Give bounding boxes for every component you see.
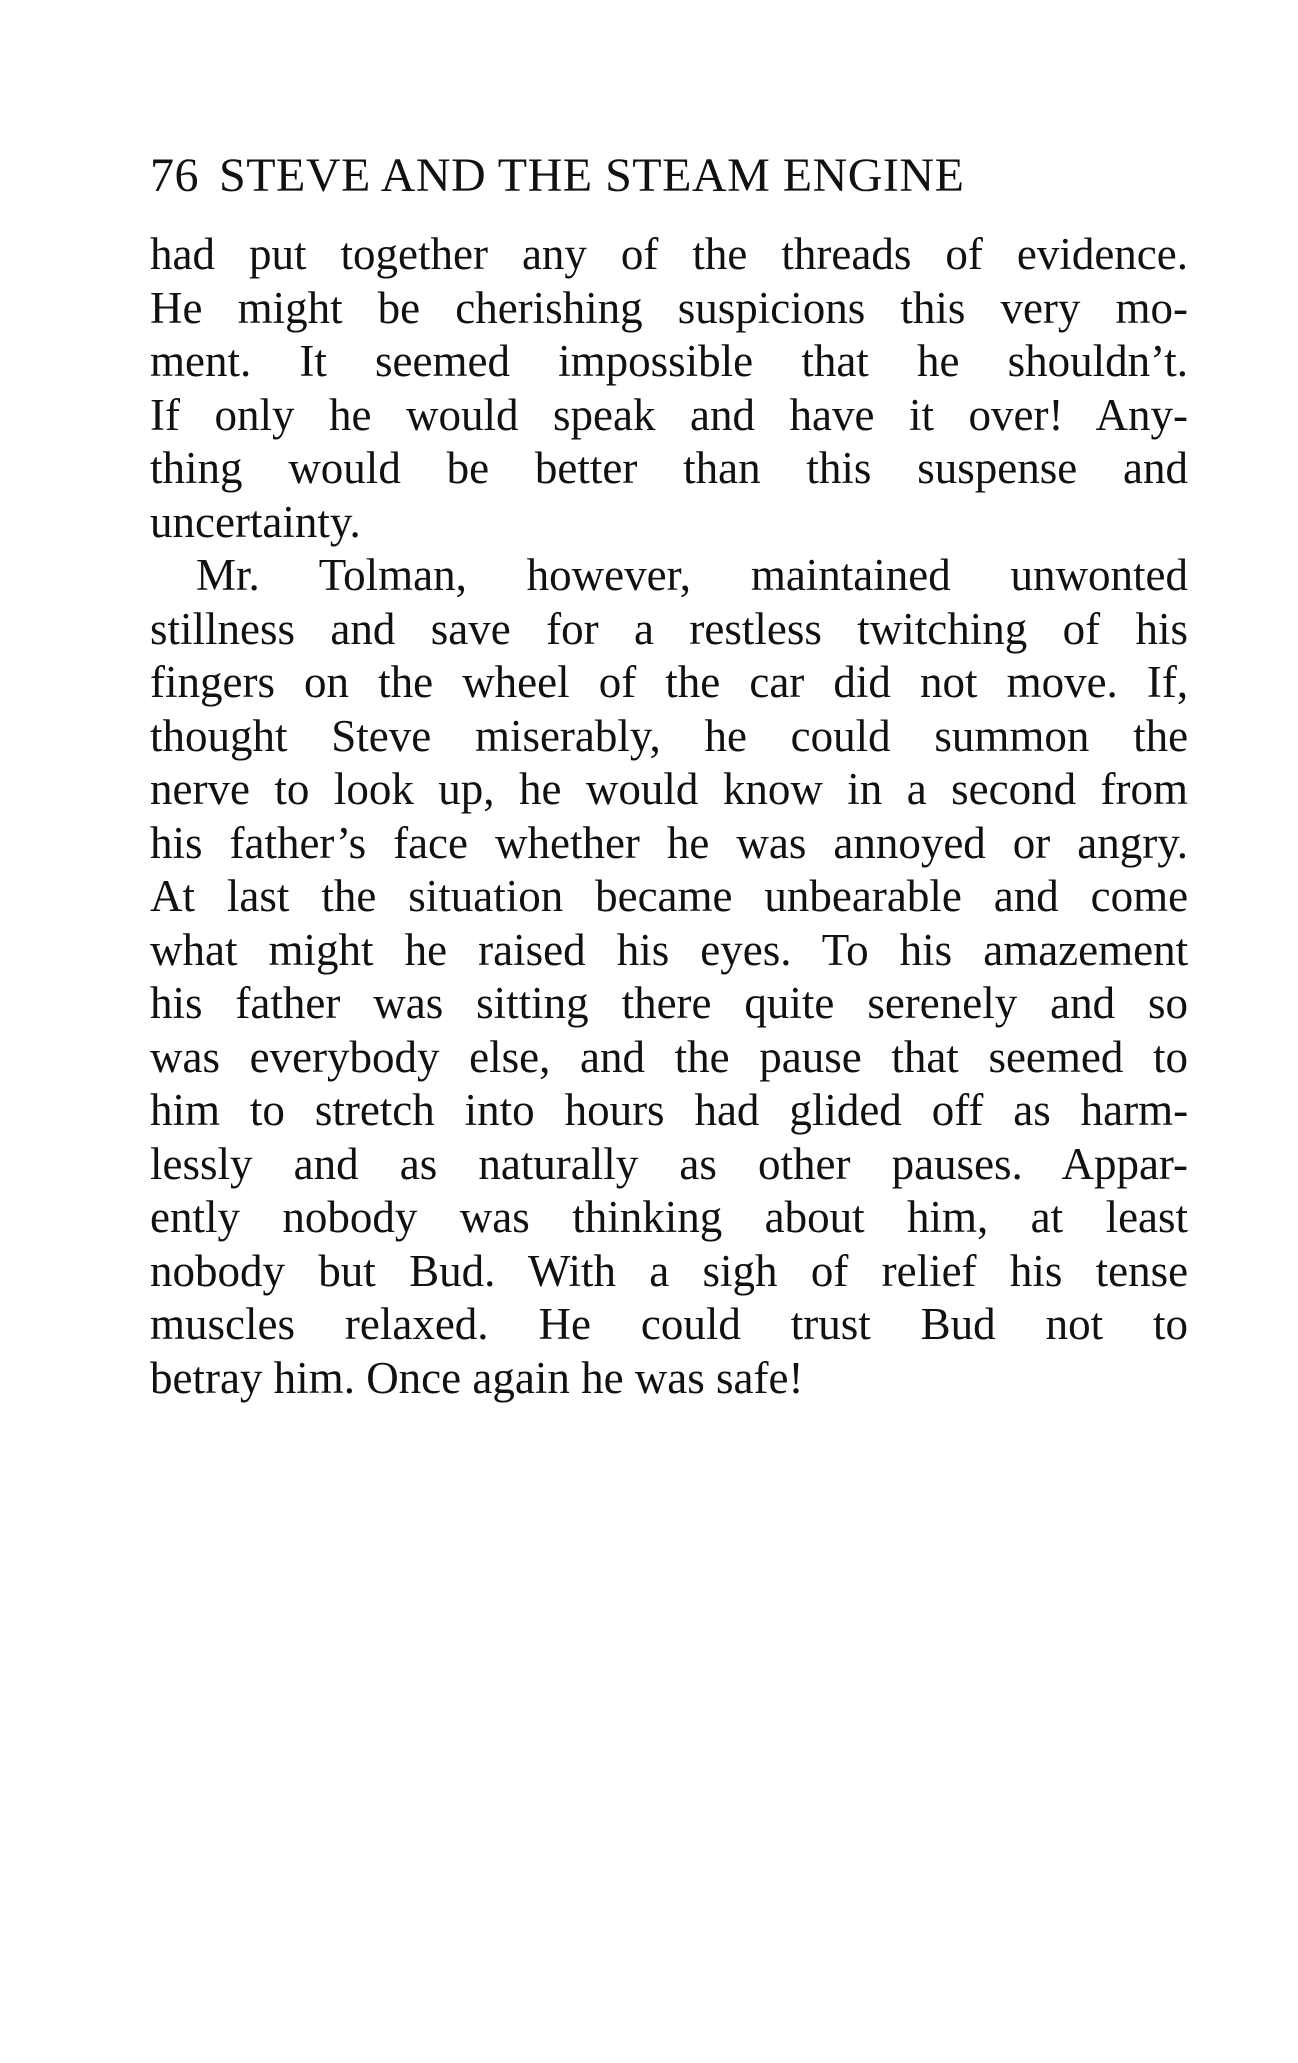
text-line: his father’s face whether he was annoyed or angry.: [150, 817, 1189, 868]
text-line: At last the situation became unbearable and come: [150, 871, 1189, 921]
text-line: uncertainty.: [150, 496, 361, 547]
text-line: nerve to look up, he would know in a second from: [150, 764, 1189, 814]
text-line: betray him. Once again he was safe!: [150, 1352, 804, 1403]
page-number: 76: [150, 149, 199, 202]
text-line: nobody but Bud. With a sigh of relief his tense: [150, 1245, 1189, 1296]
text-line: Mr. Tolman, however, maintained unwonted: [196, 550, 1189, 600]
text-line: If only he would speak and have it over! Any-: [150, 389, 1188, 440]
text-line: He might be cherishing suspicions this very mo-: [150, 282, 1188, 333]
text-line: stillness and save for a restless twitching of his: [150, 603, 1189, 654]
running-head: [150, 148, 1190, 204]
text-line: thought Steve miserably, he could summon the: [150, 710, 1189, 761]
text-line: him to stretch into hours had glided off as harm-: [150, 1085, 1189, 1135]
paragraph-2: [150, 549, 1188, 1405]
paragraph-1: [150, 228, 1188, 549]
text-line: ment. It seemed impossible that he shouldn’t.: [150, 336, 1189, 386]
text-line: lessly and as naturally as other pauses. Appar-: [150, 1138, 1188, 1189]
text-line: his father was sitting there quite serenely and so: [150, 978, 1189, 1028]
text-line: ently nobody was thinking about him, at least: [150, 1192, 1189, 1242]
running-title: STEVE AND THE STEAM ENGINE: [219, 149, 965, 202]
text-line: was everybody else, and the pause that seemed to: [150, 1031, 1189, 1082]
text-line: thing would be better than this suspense and: [150, 443, 1188, 493]
text-line: what might he raised his eyes. To his amazement: [150, 924, 1189, 975]
body-text: [150, 228, 1188, 1405]
text-line: had put together any of the threads of evidence.: [150, 229, 1189, 279]
text-line: fingers on the wheel of the car did not move. If,: [150, 657, 1189, 707]
text-line: muscles relaxed. He could trust Bud not to: [150, 1299, 1189, 1349]
